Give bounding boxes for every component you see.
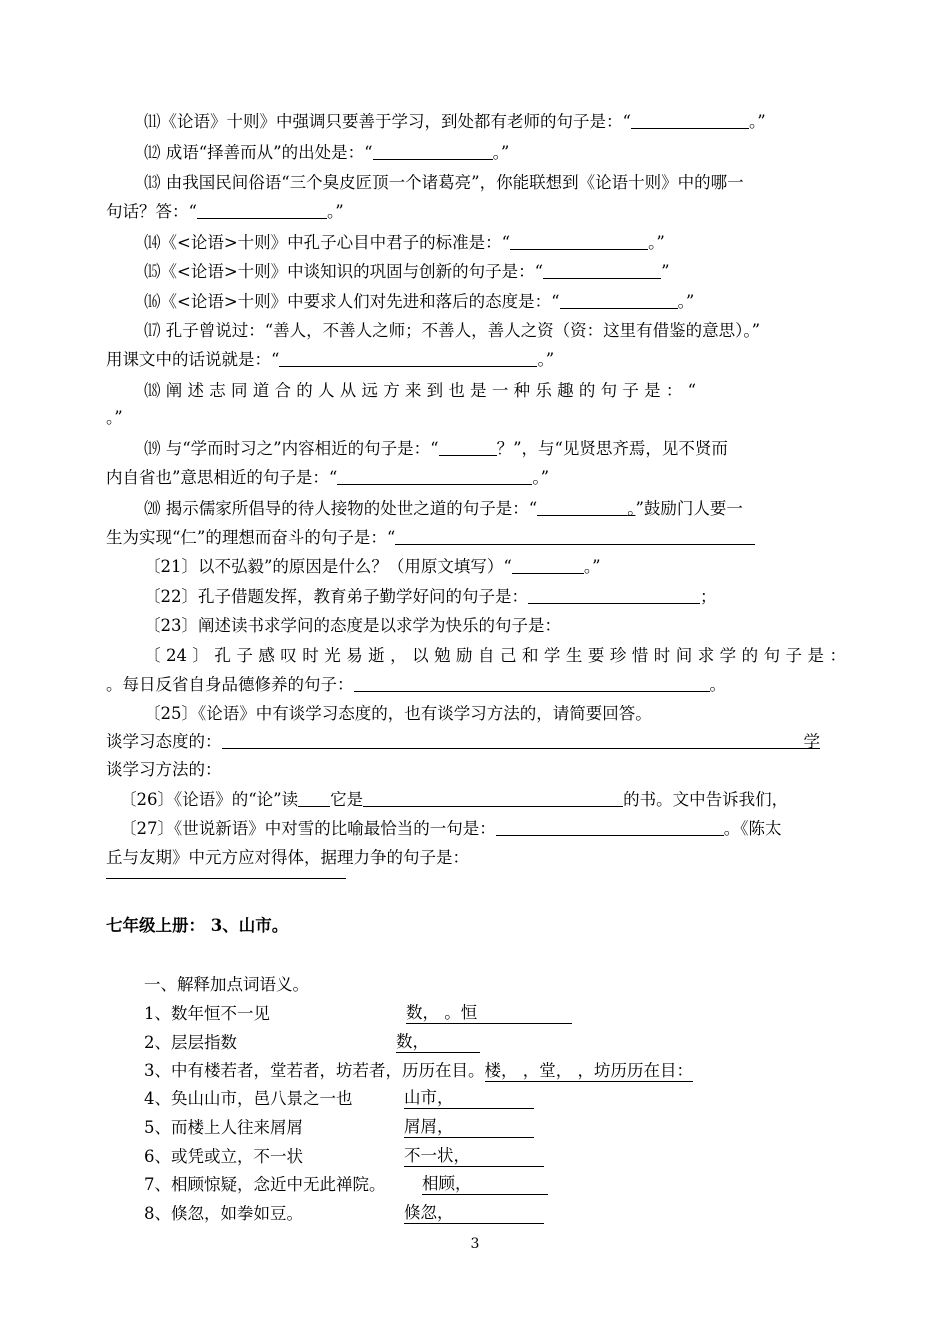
answer-blank[interactable]: [537, 499, 627, 516]
vocab-answer[interactable]: 不一状，: [404, 1146, 544, 1167]
question-17-cont: 用课文中的话说就是：“ 。”: [106, 350, 555, 369]
answer-blank[interactable]: [543, 262, 661, 279]
vocab-item: 8、倏忽，如拳如豆。 倏忽，: [144, 1203, 846, 1225]
question-22: 〔22〕孔子借题发挥，教育弟子勤学好问的句子是： ；: [144, 587, 717, 606]
question-15: ⒂《<论语>十则》中谈知识的巩固与创新的句子是：“ ”: [144, 262, 670, 281]
answer-blank[interactable]: [337, 468, 532, 485]
answer-blank[interactable]: [496, 819, 724, 836]
vocab-item: 3、中有楼若者，堂若者，坊若者，历历在目。楼， ，堂， ，坊历历在目：: [144, 1061, 693, 1080]
answer-blank[interactable]: [560, 292, 678, 309]
vocab-answer[interactable]: 数， 。恒: [406, 1003, 572, 1024]
question-20-cont: 生为实现“仁”的理想而奋斗的句子是：“: [106, 527, 846, 549]
vocab-answer[interactable]: 楼， ，堂， ，坊历历在目：: [484, 1061, 693, 1080]
answer-blank[interactable]: [354, 675, 710, 692]
question-19: ⒆ 与“学而时习之”内容相近的句子是：“ ？”，与“见贤思齐焉，见不贤而: [144, 439, 728, 458]
answer-blank[interactable]: [512, 557, 584, 574]
question-13-cont: 句话？答：“ 。”: [106, 202, 344, 221]
question-17: ⒄ 孔子曾说过：“善人，不善人之师；不善人，善人之资（资：这里有借鉴的意思）。”: [144, 321, 761, 340]
answer-blank[interactable]: [279, 350, 537, 367]
section-title: 七年级上册： 3、山市。: [106, 916, 289, 935]
vocab-item: 6、或凭或立，不一状 不一状，: [144, 1146, 846, 1168]
vocab-answer[interactable]: 山市，: [404, 1088, 534, 1109]
question-16: ⒃《<论语>十则》中要求人们对先进和落后的态度是：“ 。”: [144, 292, 695, 311]
section-subtitle: 一、解释加点词语义。: [144, 975, 309, 994]
question-13: ⒀ 由我国民间俗语“三个臭皮匠顶一个诸葛亮”，你能联想到《论语十则》中的哪一: [144, 173, 744, 192]
answer-blank[interactable]: [395, 528, 755, 545]
page-number: 3: [470, 1236, 480, 1252]
question-24: 〔24〕孔子感叹时光易逝，以勉励自己和学生要珍惜时间求学的句子是：: [144, 646, 846, 665]
question-18: ⒅ 阐 述 志 同 道 合 的 人 从 远 方 来 到 也 是 一 种 乐 趣 的 句 子 是 ： “: [144, 381, 697, 400]
question-23: 〔23〕阐述读书求学问的态度是以求学为快乐的句子是：: [144, 616, 561, 635]
question-19-cont: 内自省也”意思相近的句子是：“ 。”: [106, 468, 550, 487]
vocab-answer[interactable]: 倏忽，: [404, 1203, 544, 1224]
answer-blank[interactable]: [631, 112, 749, 129]
vocab-answer[interactable]: 相顾，: [422, 1174, 548, 1195]
vocab-item: 7、相顾惊疑，念近中无此禅院。 相顾，: [144, 1174, 846, 1196]
answer-blank[interactable]: [439, 439, 497, 456]
question-25-method: 谈学习方法的：: [106, 760, 222, 779]
question-21: 〔21〕以不弘毅”的原因是什么？（用原文填写）“ 。”: [144, 557, 601, 576]
vocab-answer[interactable]: 数，: [396, 1032, 480, 1053]
question-12: ⑿ 成语“择善而从”的出处是：“ 。”: [144, 143, 510, 162]
question-11: ⑾《论语》十则》中强调只要善于学习，到处都有老师的句子是：“ 。”: [144, 112, 766, 131]
question-14: ⒁《<论语>十则》中孔子心目中君子的标准是：“ 。”: [144, 233, 665, 252]
question-24-cont: 。每日反省自身品德修养的句子： 。: [106, 675, 726, 694]
vocab-item: 4、奂山山市，邑八景之一也 山市，: [144, 1088, 846, 1110]
answer-blank[interactable]: [363, 790, 623, 807]
question-25-attitude: 谈学习态度的： 学: [106, 732, 820, 751]
question-18-cont: 。”: [106, 408, 123, 427]
vocab-item: 5、而楼上人往来屑屑 屑屑，: [144, 1117, 846, 1139]
answer-blank[interactable]: [528, 587, 700, 604]
question-26: 〔26〕《论语》的“论”读 它是 的书。文中告诉我们，: [120, 790, 789, 809]
answer-blank[interactable]: [222, 732, 804, 749]
vocab-item: 2、层层指数 数，: [144, 1032, 846, 1054]
answer-blank[interactable]: [373, 143, 493, 160]
question-20: ⒇ 揭示儒家所倡导的待人接物的处世之道的句子是：“ 。”鼓励门人要一: [144, 499, 743, 518]
vocab-answer[interactable]: 屑屑，: [404, 1117, 534, 1138]
question-25: 〔25〕《论语》中有谈学习态度的，也有谈学习方法的，请简要回答。: [144, 704, 652, 723]
answer-blank[interactable]: [197, 202, 327, 219]
question-27: 〔27〕《世说新语》中对雪的比喻最恰当的一句是： 。《陈太: [120, 819, 782, 838]
answer-blank[interactable]: [510, 233, 648, 250]
question-27-cont: 丘与友期》中元方应对得体，据理力争的句子是：: [106, 848, 469, 867]
answer-line[interactable]: [106, 878, 346, 879]
answer-blank[interactable]: [298, 790, 330, 807]
vocab-item: 1、数年恒不一见 数， 。恒: [144, 1003, 846, 1025]
